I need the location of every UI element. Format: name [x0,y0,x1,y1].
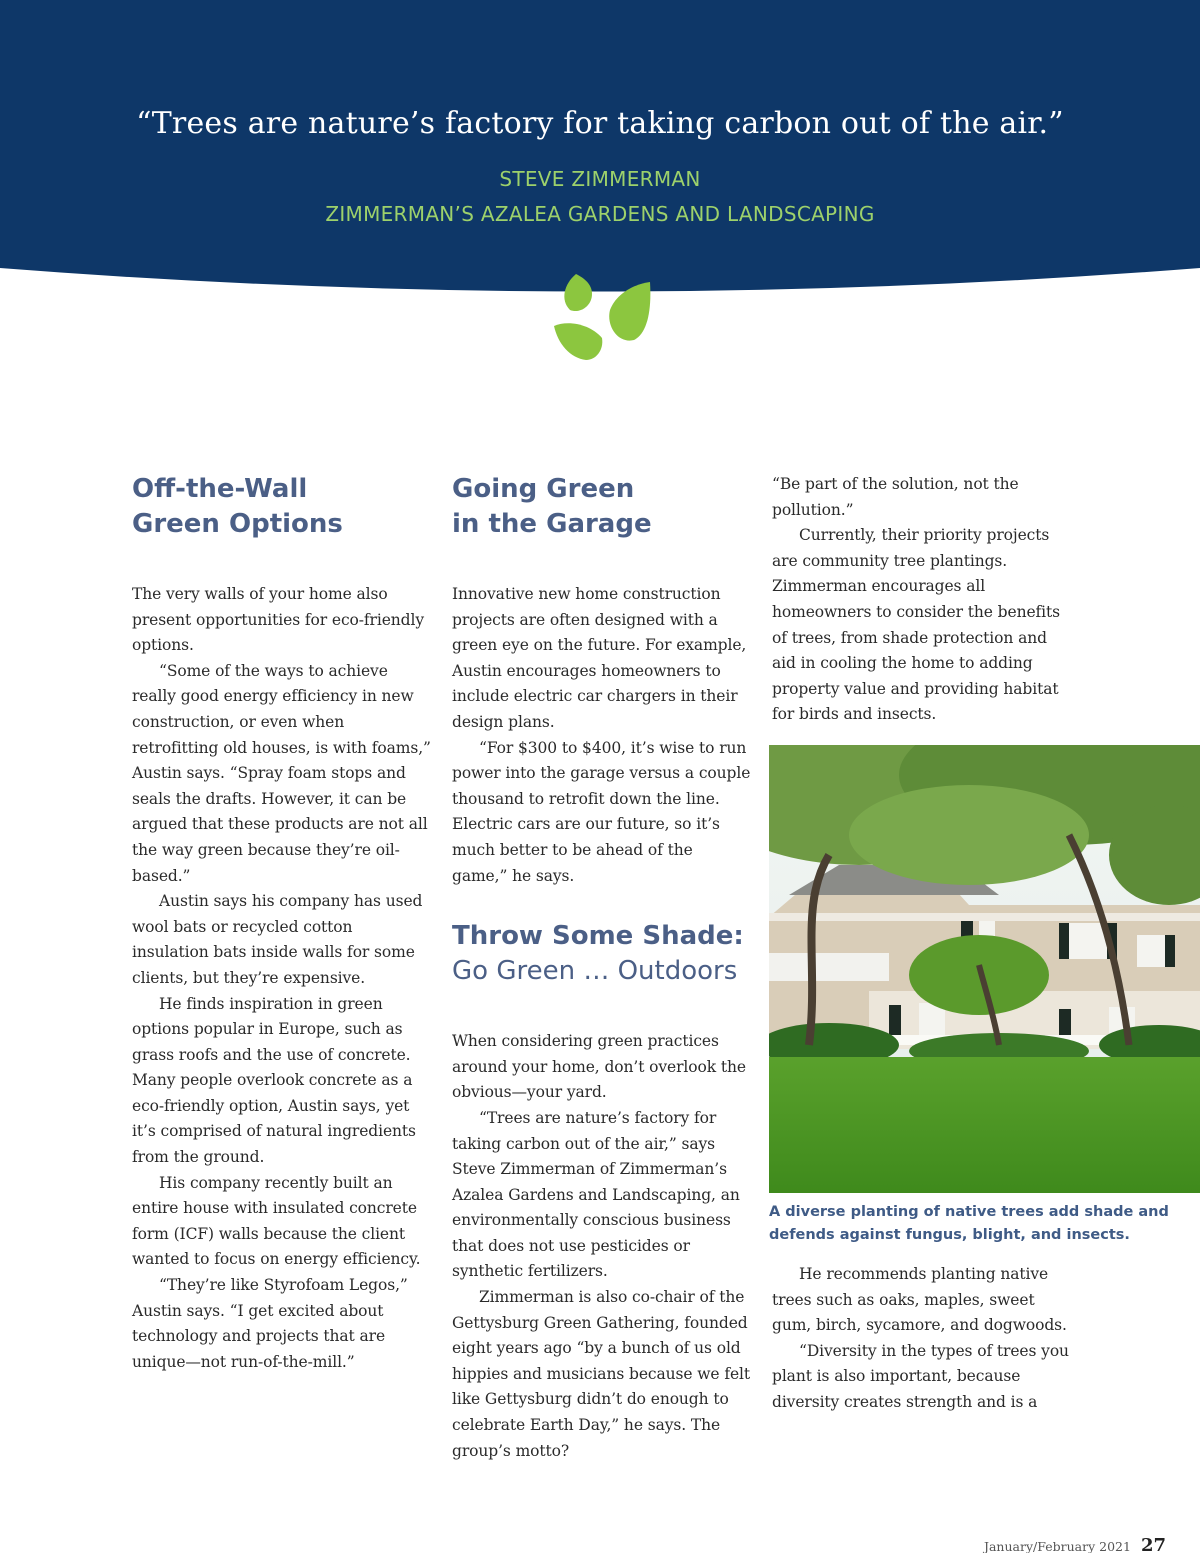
leaves-icon [546,270,656,369]
page-footer [984,1535,1166,1553]
heading-line: in the Garage [452,509,652,539]
house-photo [769,745,1200,1193]
article-body [452,582,752,889]
paragraph: Innovative new home construction projects are often designed with a green eye on the future. For example, Austin encourages homeowners to include electric car chargers in their design plans. [452,585,747,731]
section-heading-shade [452,919,752,989]
photo-caption: A diverse planting of native trees add shade and defends against fungus, blight, and insects. [769,1204,1169,1243]
page-number: 27 [1140,1535,1166,1553]
heading-line: Green Options [132,509,343,539]
paragraph: “They’re like Styrofoam Legos,” Austin says. “I get excited about technology and projects that are unique—not run-of-the-mill.” [132,1276,408,1371]
section-heading-walls [132,472,432,542]
pull-quote: “Trees are nature’s factory for taking carbon out of the air.” [136,106,1064,141]
paragraph: When considering green practices around your home, don’t overlook the obvious—your yard. [452,1032,746,1102]
article-body [772,472,1072,728]
column-2 [452,472,752,1464]
paragraph: The very walls of your home also present opportunities for eco-friendly options. [132,585,425,655]
heading-subline: Go Green … Outdoors [452,956,738,987]
paragraph: Currently, their priority projects are community tree plantings. Zimmerman encourages all homeowners to consider the benefits of trees, from shade protection and aid in cooling the home to adding property value and providing habitat for birds and insects. [772,526,1060,724]
article-body [132,582,432,1375]
quote-organization: ZIMMERMAN’S AZALEA GARDENS AND LANDSCAPING [325,202,875,226]
heading-line: Throw Some Shade: [452,921,744,952]
paragraph: “Trees are nature’s factory for taking carbon out of the air,” says Steve Zimmerman of Zimmerman’s Azalea Gardens and Landscaping, an environmentally conscious business that does not use pesticides or synthetic fertilizers. [452,1108,740,1281]
article-body [772,1262,1072,1416]
paragraph: “Some of the ways to achieve really good energy efficiency in new construction, or even when retrofitting old houses, is with foams,” Austin says. “Spray foam stops and seals the drafts. However, it can be argued that these products are not all the way green because they’re oil-based.” [132,661,431,885]
column-1 [132,472,432,1375]
heading-line: Off-the-Wall [132,474,308,504]
heading-line: Going Green [452,474,635,504]
paragraph: His company recently built an entire house with insulated concrete form (ICF) walls because the client wanted to focus on energy efficiency. [132,1173,421,1269]
column-3-continued [772,1262,1072,1416]
column-3 [772,472,1072,728]
paragraph: He recommends planting native trees such as oaks, maples, sweet gum, birch, sycamore, and dogwoods. [772,1265,1067,1335]
paragraph: Austin says his company has used wool bats or recycled cotton insulation bats inside walls for some clients, but they’re expensive. [132,892,423,987]
paragraph: “Diversity in the types of trees you plant is also important, because diversity creates strength and is a [772,1341,1069,1411]
issue-date: January/February 2021 [983,1539,1131,1553]
quote-banner [0,0,1200,300]
banner-background [0,0,1200,300]
paragraph: Zimmerman is also co-chair of the Gettysburg Green Gathering, founded eight years ago “by a bunch of us old hippies and musicians because we felt like Gettysburg didn’t do enough to celebrate Earth Day,” he says. The group’s motto? [452,1288,751,1460]
paragraph: He finds inspiration in green options popular in Europe, such as grass roofs and the use of concrete. Many people overlook concrete as a eco-friendly option, Austin says, yet it’s comprised of natural ingredients from the ground. [132,994,416,1167]
section-heading-garage [452,472,752,542]
paragraph: “For $300 to $400, it’s wise to run power into the garage versus a couple thousand to retrofit down the line. Electric cars are our future, so it’s much better to be ahead of the game,” he says. [452,738,751,885]
paragraph: “Be part of the solution, not the pollution.” [772,475,1019,519]
article-body [452,1029,752,1464]
quote-author: STEVE ZIMMERMAN [499,167,701,191]
